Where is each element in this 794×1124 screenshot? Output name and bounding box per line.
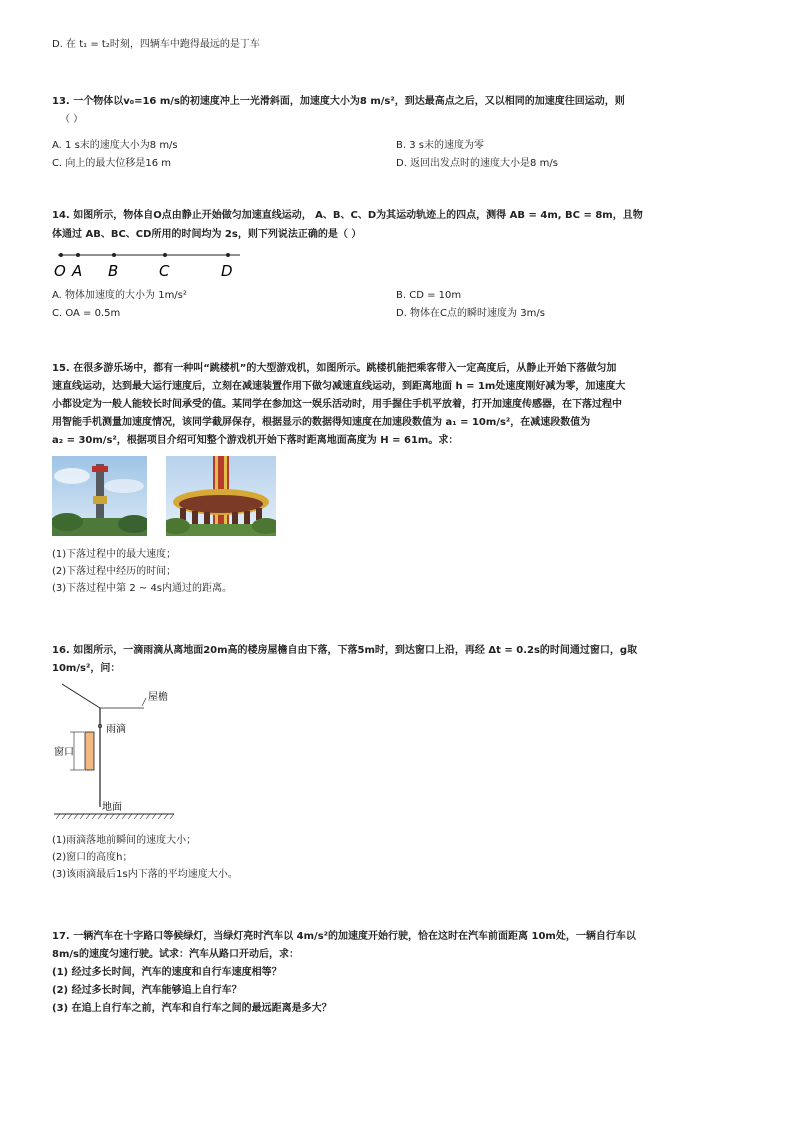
q14-stem-line2: 体通过 AB、BC、CD所用的时间均为 2s，则下列说法正确的是（ ） bbox=[52, 229, 362, 240]
q13-option-d: D. 返回出发点时的速度大小是8 m/s bbox=[396, 158, 558, 169]
q14-point-o-dot bbox=[59, 253, 63, 257]
q12-option-d: D. 在 t₁ = t₂时刻，四辆车中跑得最远的是丁车 bbox=[52, 39, 260, 50]
drop-tower-photo-2 bbox=[166, 456, 276, 536]
window-label: 窗口 bbox=[54, 747, 74, 758]
q13-stem-line1: 13. 一个物体以v₀=16 m/s的初速度冲上一光滑斜面，加速度大小为8 m/s²，到达最高点之后，又以相同的加速度往回运动，则 bbox=[52, 96, 625, 107]
q16-sub3: (3)该雨滴最后1s内下落的平均速度大小。 bbox=[52, 869, 238, 880]
q13-option-c: C. 向上的最大位移是16 m bbox=[52, 158, 171, 169]
raindrop-label: 雨滴 bbox=[106, 724, 126, 735]
q17-sub1: (1) 经过多长时间，汽车的速度和自行车速度相等？ bbox=[52, 967, 282, 978]
q14-label-d: D bbox=[221, 262, 233, 280]
q14-label-c: C bbox=[159, 262, 170, 280]
window-shape bbox=[85, 732, 94, 770]
drop-tower-photo-1 bbox=[52, 456, 147, 536]
q14-motion-diagram bbox=[50, 248, 250, 282]
q14-point-d-dot bbox=[226, 253, 230, 257]
q14-option-a: A. 物体加速度的大小为 1m/s² bbox=[52, 290, 187, 301]
q15-sub2: (2)下落过程中经历的时间； bbox=[52, 566, 177, 577]
q15-stem-line4: 用智能手机测量加速度情况，该同学截屏保存，根据显示的数据得知速度在加速段数值为 a₁ = 10m/s²，在减速段数值为 bbox=[52, 417, 591, 428]
q13-stem-line2: （ ） bbox=[60, 114, 84, 125]
q14-point-a-dot bbox=[76, 253, 80, 257]
q17-stem-line1: 17. 一辆汽车在十字路口等候绿灯，当绿灯亮时汽车以 4m/s²的加速度开始行驶，恰在这时在汽车前面距离 10m处，一辆自行车以 bbox=[52, 931, 636, 942]
q14-point-b-dot bbox=[112, 253, 116, 257]
q14-point-c-dot bbox=[163, 253, 167, 257]
q17-sub2: (2) 经过多长时间，汽车能够追上自行车？ bbox=[52, 985, 242, 996]
q15-stem-line1: 15. 在很多游乐场中，都有一种叫“跳楼机”的大型游戏机，如图所示。跳楼机能把乘客带入一定高度后，从静止开始下落做匀加 bbox=[52, 363, 617, 374]
q14-option-b: B. CD = 10m bbox=[396, 290, 462, 301]
q15-sub3: (3)下落过程中第 2 ~ 4s内通过的距离。 bbox=[52, 583, 233, 594]
q14-label-o: O bbox=[54, 262, 66, 280]
q15-stem-line2: 速直线运动，达到最大运行速度后，立刻在减速装置作用下做匀减速直线运动，到距离地面 h = 1m处速度刚好减为零，加速度大 bbox=[52, 381, 626, 392]
q17-stem-line2: 8m/s的速度匀速行驶。试求：汽车从路口开动后，求： bbox=[52, 949, 299, 960]
q16-sub1: (1)雨滴落地前瞬间的速度大小； bbox=[52, 835, 197, 846]
q13-option-b: B. 3 s末的速度为零 bbox=[396, 140, 484, 151]
q14-option-d: D. 物体在C点的瞬时速度为 3m/s bbox=[396, 308, 545, 319]
q16-raindrop-diagram bbox=[50, 682, 180, 822]
q14-label-b: B bbox=[108, 262, 119, 280]
q16-stem-line2: 10m/s²，问： bbox=[52, 663, 121, 674]
q15-stem-line5: a₂ = 30m/s²，根据项目介绍可知整个游戏机开始下落时距离地面高度为 H = 61m。求： bbox=[52, 435, 459, 446]
q15-sub1: (1)下落过程中的最大速度； bbox=[52, 549, 177, 560]
q17-sub3: (3) 在追上自行车之前，汽车和自行车之间的最远距离是多大？ bbox=[52, 1003, 332, 1014]
q16-sub2: (2)窗口的高度h； bbox=[52, 852, 133, 863]
q13-option-a: A. 1 s末的速度大小为8 m/s bbox=[52, 140, 178, 151]
q14-label-a: A bbox=[72, 262, 83, 280]
q16-stem-line1: 16. 如图所示，一滴雨滴从离地面20m高的楼房屋檐自由下落，下落5m时，到达窗口上沿，再经 Δt = 0.2s的时间通过窗口，g取 bbox=[52, 645, 638, 656]
q14-option-c: C. OA = 0.5m bbox=[52, 308, 121, 319]
eave-label: 屋檐 bbox=[148, 692, 168, 703]
ground-label: 地面 bbox=[102, 802, 122, 813]
q15-stem-line3: 小都设定为一般人能较长时间承受的值。某同学在参加这一娱乐活动时，用手握住手机平放着，打开加速度传感器，在下落过程中 bbox=[52, 399, 622, 410]
q14-stem-line1: 14. 如图所示，物体自O点由静止开始做匀加速直线运动， A、B、C、D为其运动轨迹上的四点，测得 AB = 4m, BC = 8m，且物 bbox=[52, 210, 643, 221]
